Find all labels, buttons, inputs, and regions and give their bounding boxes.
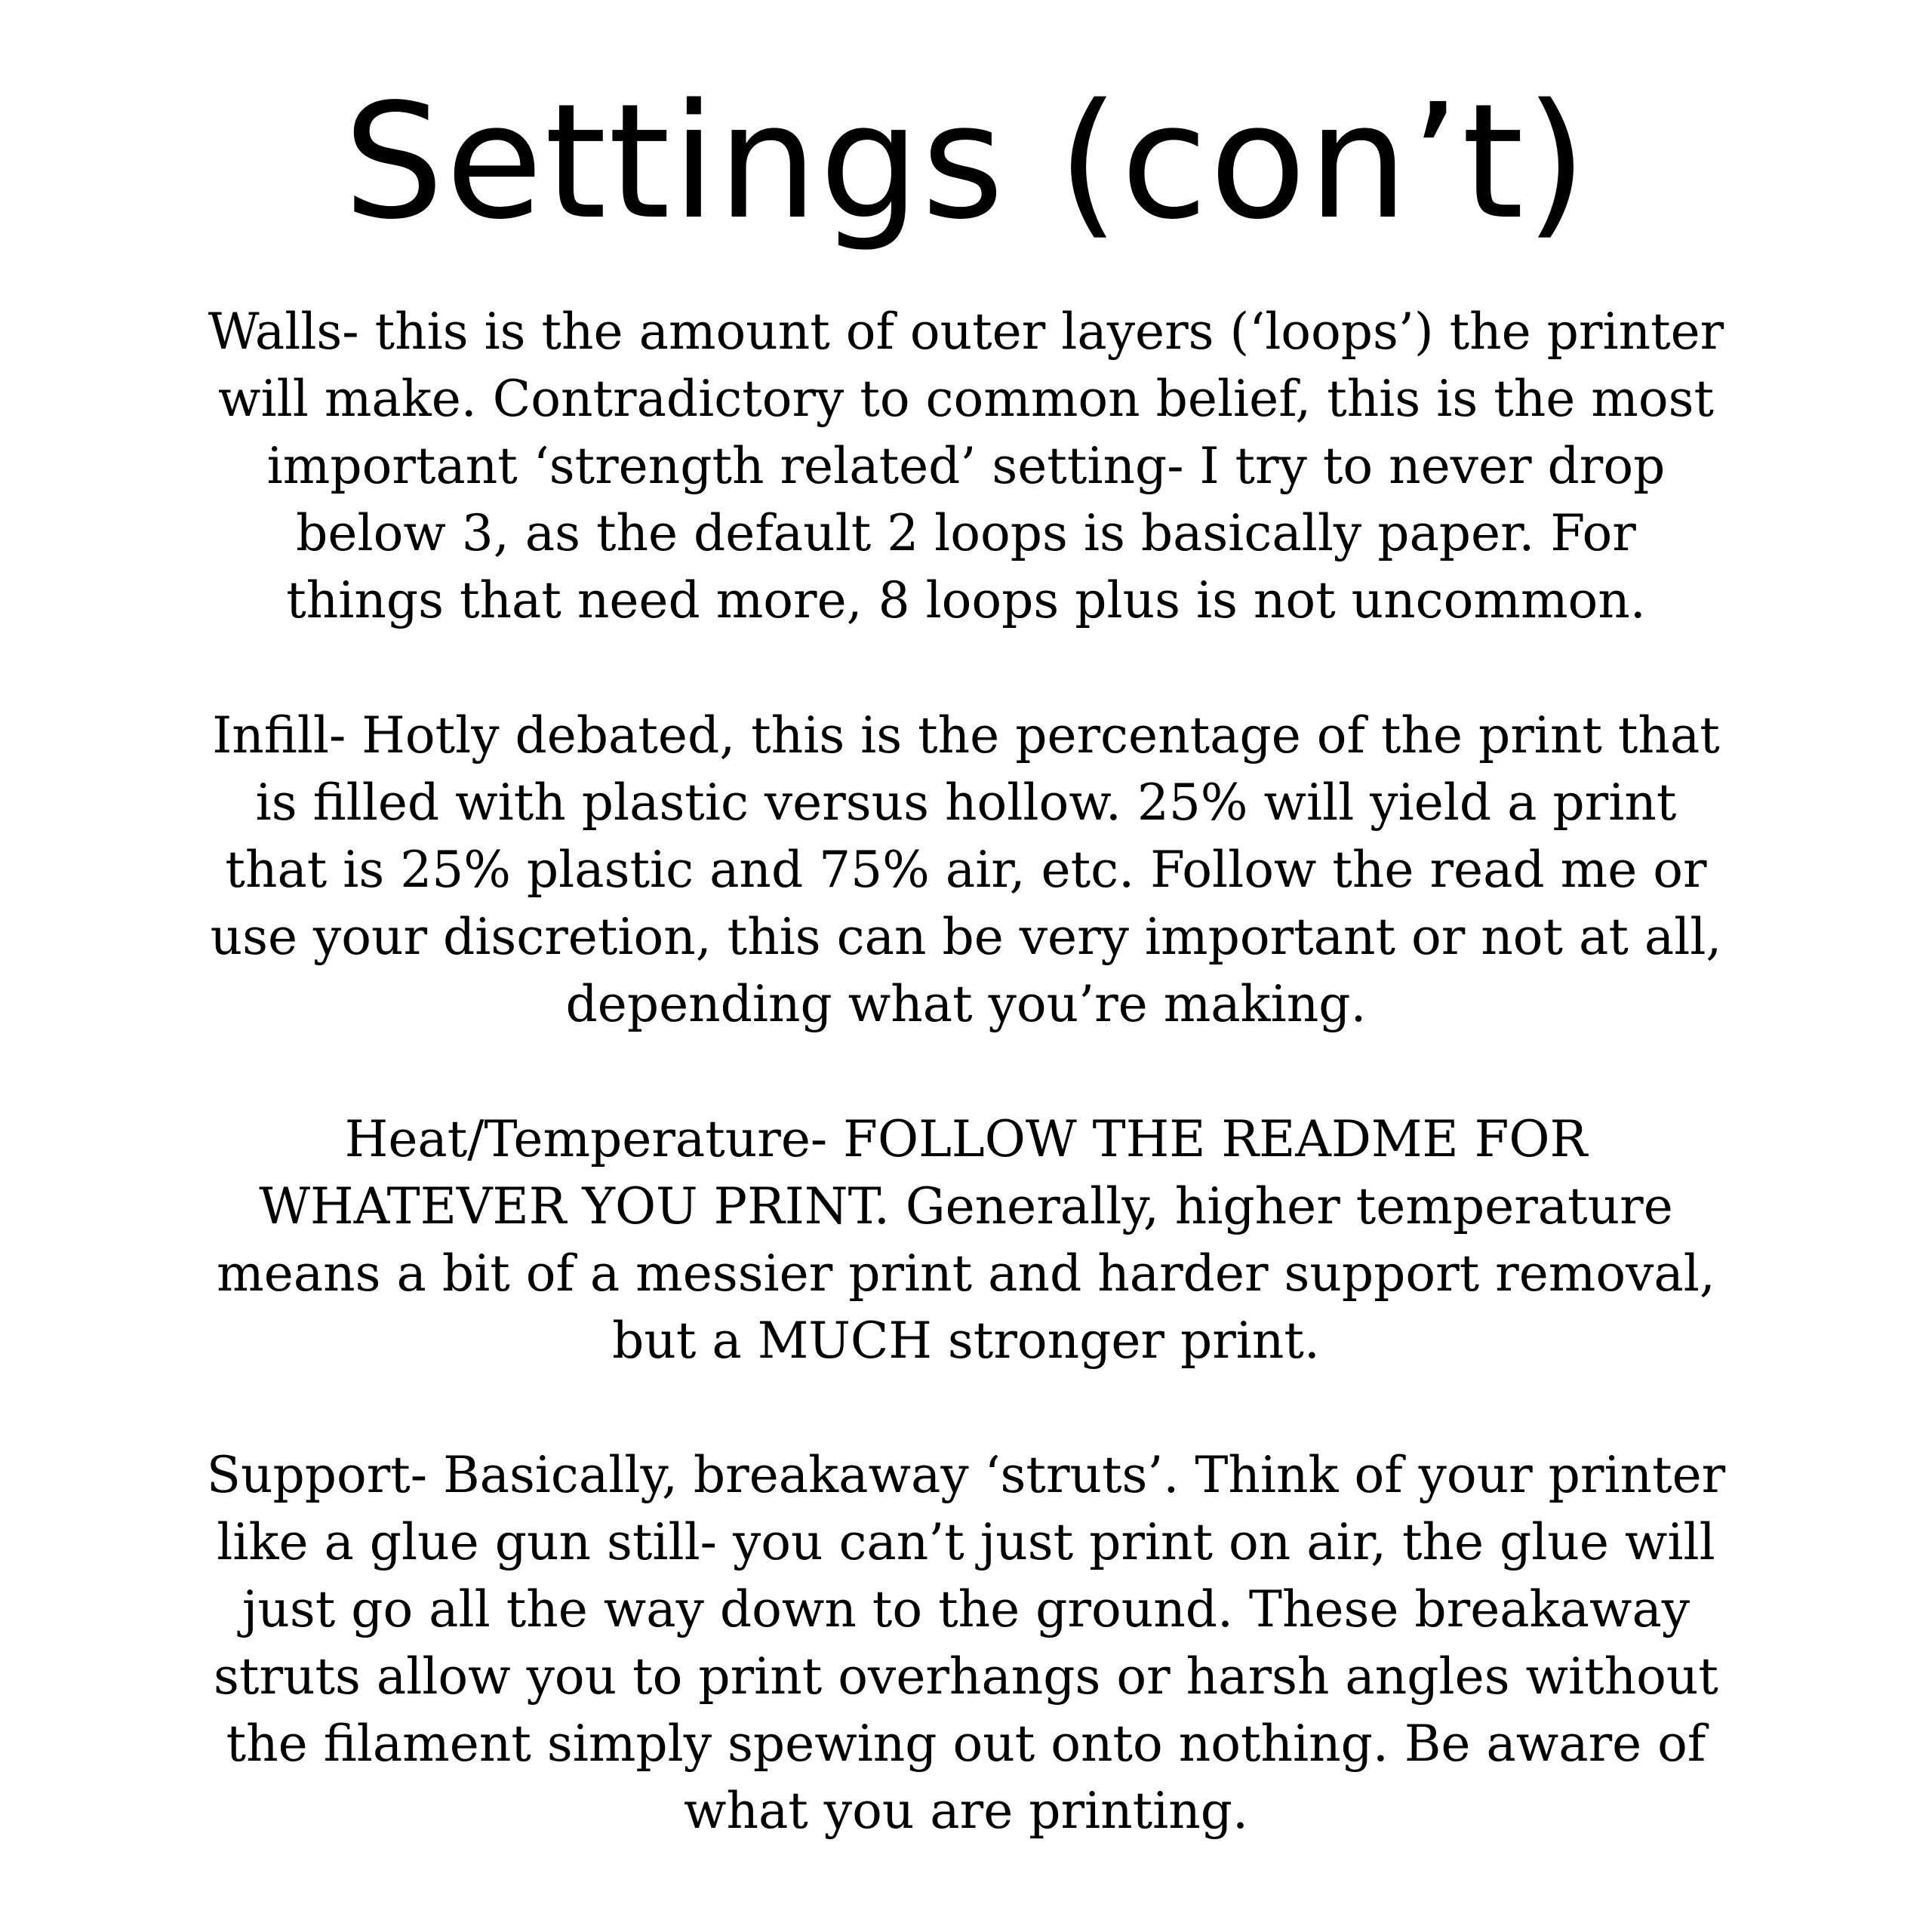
paragraph-walls — [136, 298, 1796, 634]
paragraph-heat-temperature — [136, 1106, 1796, 1374]
paragraph-line: means a bit of a messier print and harder support removal, — [217, 1244, 1715, 1303]
paragraph-line: WHATEVER YOU PRINT. Generally, higher temperature — [259, 1177, 1673, 1235]
page-title: Settings (con’t) — [343, 69, 1589, 254]
paragraph-line: things that need more, 8 loops plus is not uncommon. — [286, 571, 1646, 629]
paragraph-line: like a glue gun still- you can’t just print on air, the glue will — [217, 1513, 1715, 1571]
paragraph-line: Walls- this is the amount of outer layers (‘loops’) the printer — [208, 303, 1724, 361]
paragraph-line: but a MUCH stronger print. — [612, 1312, 1320, 1370]
paragraph-line: struts allow you to print overhangs or harsh angles without — [214, 1647, 1718, 1706]
paragraph-line: use your discretion, this can be very important or not at all, — [210, 908, 1722, 966]
paragraph-line: is filled with plastic versus hollow. 25% will yield a print — [255, 774, 1677, 832]
paragraph-line: depending what you’re making. — [565, 975, 1367, 1033]
paragraph-line: will make. Contradictory to common belief, this is the most — [218, 370, 1714, 428]
paragraph-line: important ‘strength related’ setting- I try to never drop — [266, 437, 1666, 495]
paragraph-line: the filament simply spewing out onto nothing. Be aware of — [226, 1715, 1706, 1773]
paragraph-line: Support- Basically, breakaway ‘struts’. Think of your printer — [206, 1446, 1726, 1504]
paragraph-line: just go all the way down to the ground. These breakaway — [242, 1580, 1690, 1638]
paragraph-line: Heat/Temperature- FOLLOW THE README FOR — [344, 1110, 1588, 1168]
paragraph-line: that is 25% plastic and 75% air, etc. Follow the read me or — [225, 841, 1707, 899]
paragraph-line: Infill- Hotly debated, this is the percentage of the print that — [212, 706, 1720, 764]
paragraph-line: below 3, as the default 2 loops is basically paper. For — [296, 504, 1636, 562]
paragraph-infill — [136, 702, 1796, 1038]
paragraph-line: what you are printing. — [683, 1782, 1249, 1840]
paragraph-support — [136, 1441, 1796, 1844]
